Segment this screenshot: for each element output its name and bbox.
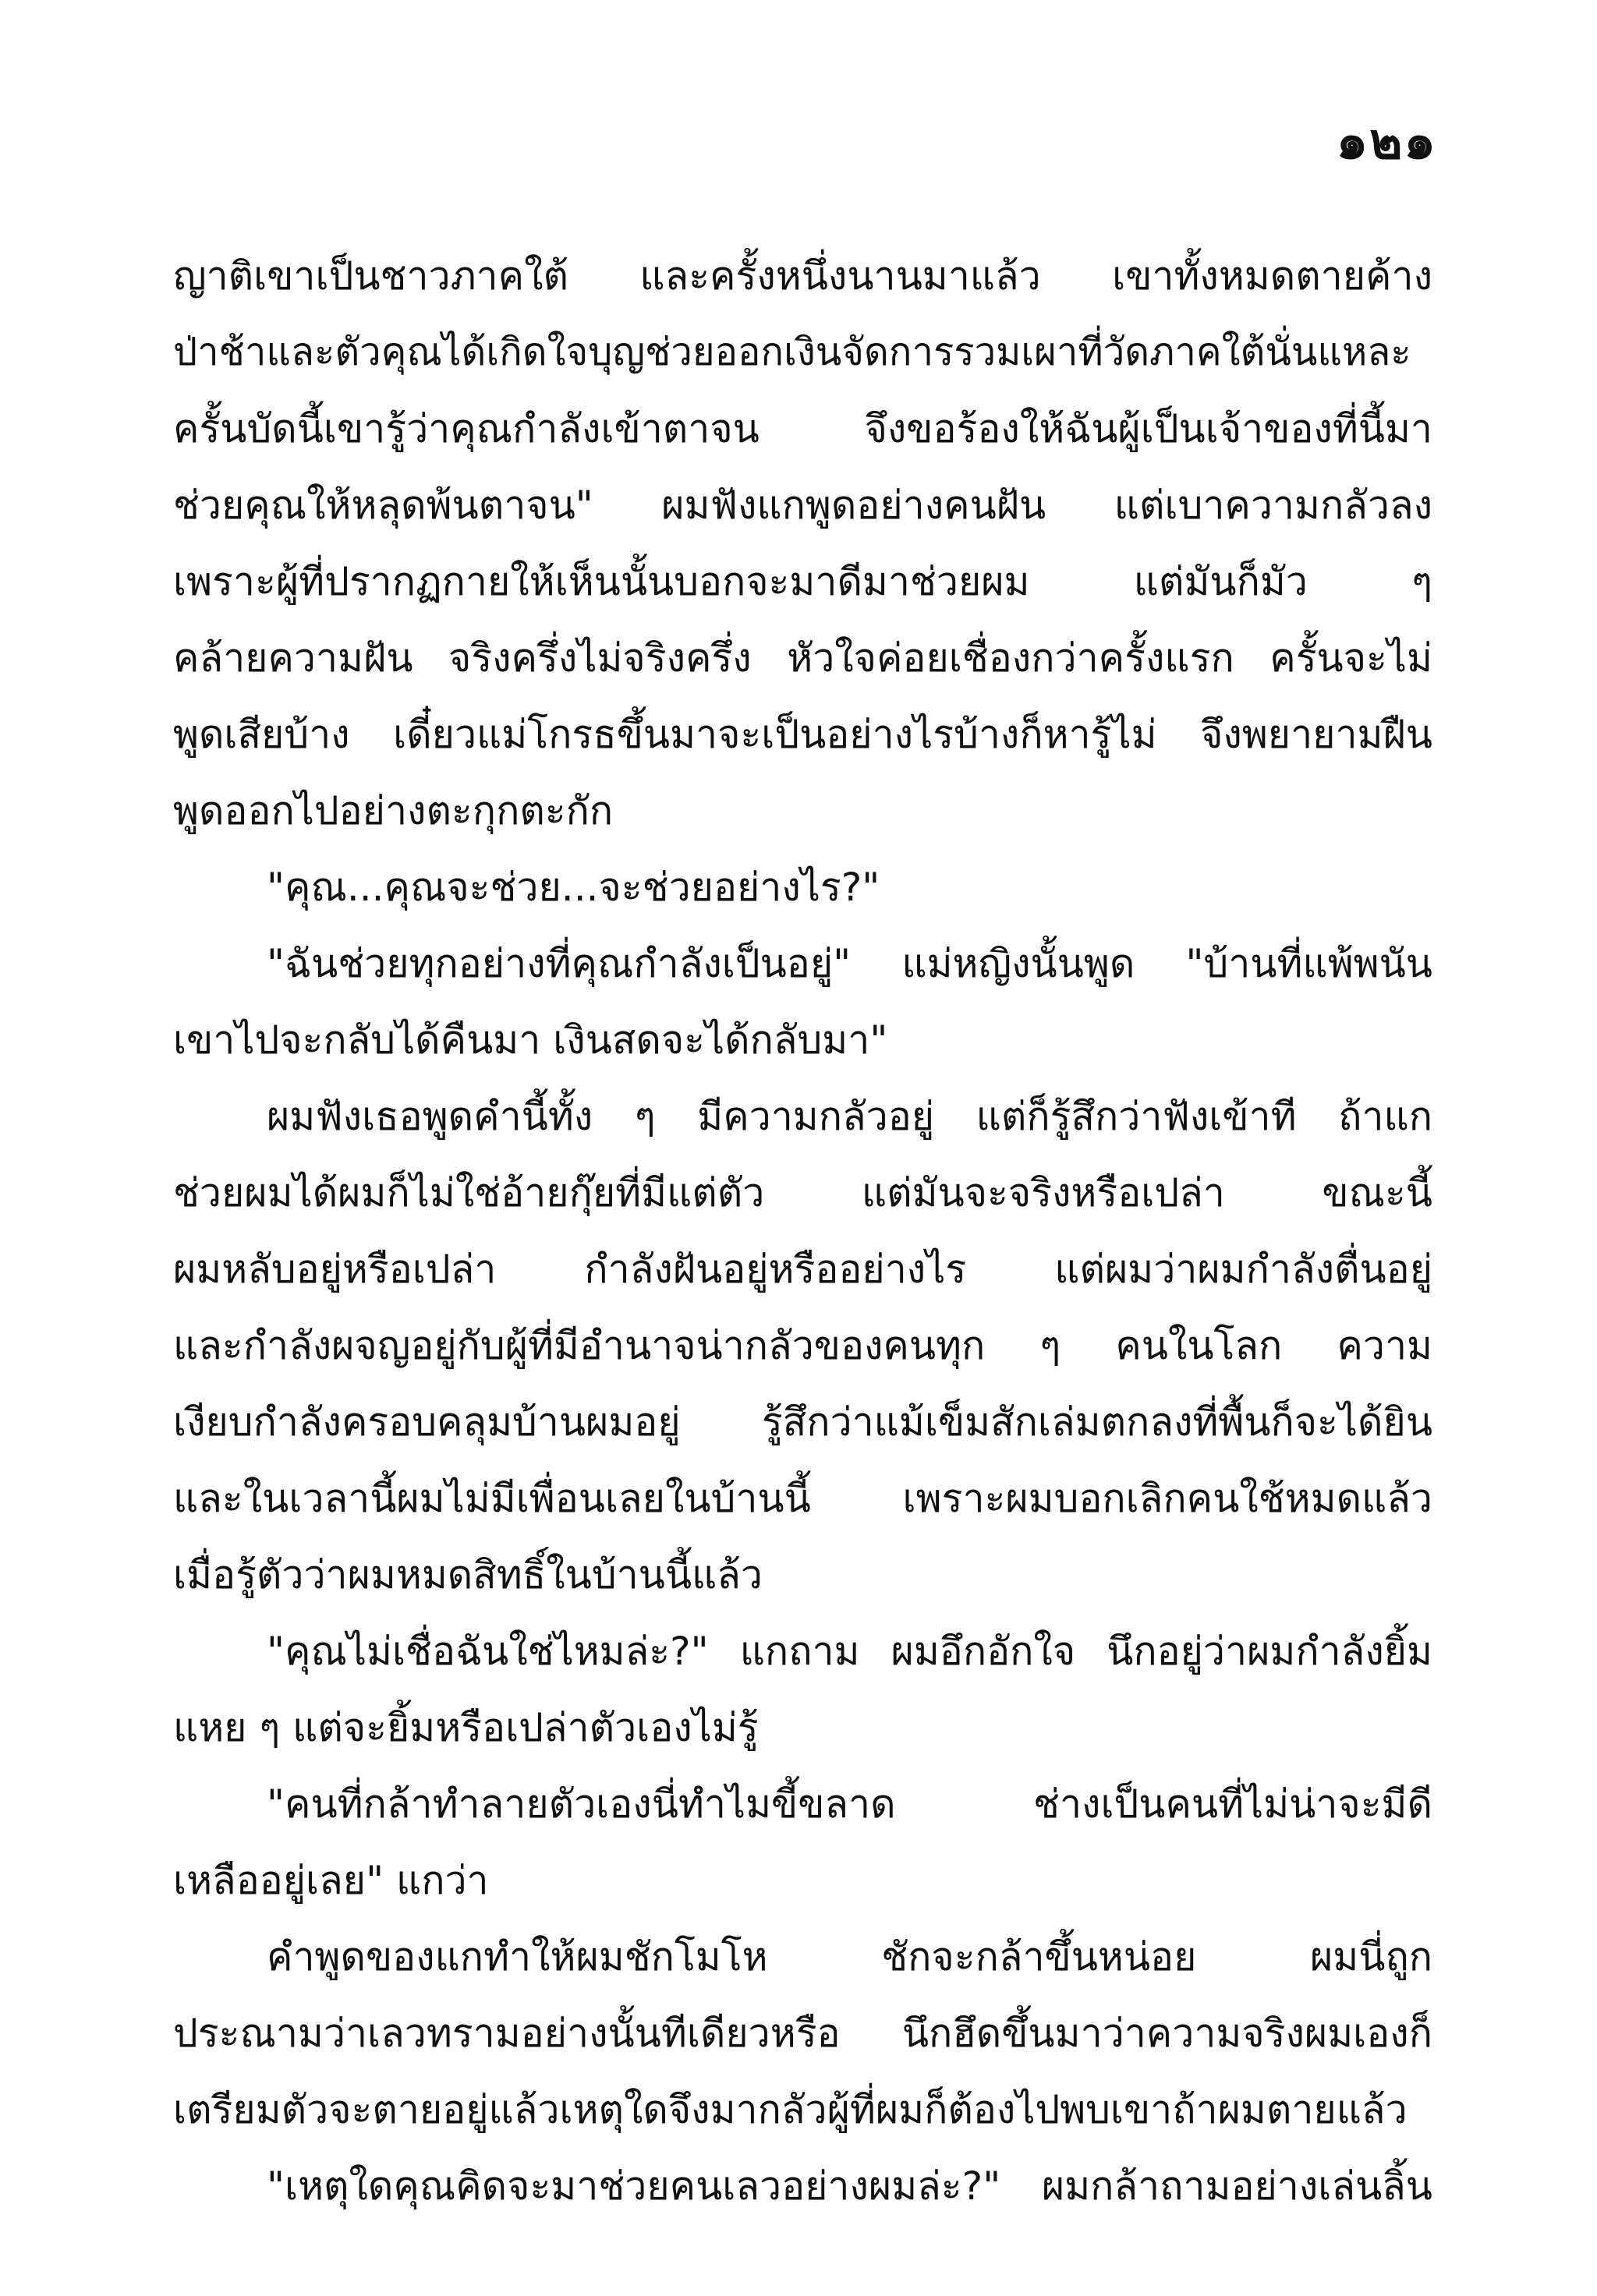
text-line: ญาติเขาเป็นชาวภาคใต้ และครั้งหนึ่งนานมาแล้ว เขาทั้งหมดตายค้าง <box>173 253 1432 299</box>
text-line: ช่วยคุณให้หลุดพ้นตาจน" ผมฟังแกพูดอย่างคนฝัน แต่เบาความกลัวลง <box>173 483 1432 528</box>
text-line: คำพูดของแกทำให้ผมชักโมโห ชักจะกล้าขึ้นหน่อย ผมนี่ถูก <box>267 1934 1432 1979</box>
body-text <box>173 238 1432 2224</box>
text-line: ผมหลับอยู่หรือเปล่า กำลังฝันอยู่หรืออย่างไร แต่ผมว่าผมกำลังตื่นอยู่ <box>173 1247 1432 1292</box>
text-line: "คุณ...คุณจะช่วย...จะช่วยอย่างไร?" <box>267 865 880 910</box>
text-line: เหลืออยู่เลย" แกว่า <box>173 1858 489 1903</box>
text-line: พูดเสียบ้าง เดี๋ยวแม่โกรธขึ้นมาจะเป็นอย่างไรบ้างก็หารู้ไม่ จึงพยายามฝืน <box>173 712 1432 757</box>
text-line: และในเวลานี้ผมไม่มีเพื่อนเลยในบ้านนี้ เพราะผมบอกเลิกคนใช้หมดแล้ว <box>173 1476 1432 1521</box>
text-line: เงียบกำลังครอบคลุมบ้านผมอยู่ รู้สึกว่าแม้เข็มสักเล่มตกลงที่พื้นก็จะได้ยิน <box>173 1399 1432 1445</box>
text-line: ป่าช้าและตัวคุณได้เกิดใจบุญช่วยออกเงินจัดการรวมเผาที่วัดภาคใต้นั่นแหละ <box>173 330 1411 374</box>
text-line: พูดออกไปอย่างตะกุกตะกัก <box>173 788 614 833</box>
text-line: ช่วยผมได้ผมก็ไม่ใช่อ้ายกุ๊ยที่มีแต่ตัว แต่มันจะจริงหรือเปล่า ขณะนี้ <box>173 1170 1432 1215</box>
text-line: ครั้นบัดนี้เขารู้ว่าคุณกำลังเข้าตาจน จึงขอร้องให้ฉันผู้เป็นเจ้าของที่นี้มา <box>173 406 1432 451</box>
text-line: คล้ายความฝัน จริงครึ่งไม่จริงครึ่ง หัวใจค่อยเชื่องกว่าครั้งแรก ครั้นจะไม่ <box>173 635 1432 681</box>
text-line: เมื่อรู้ตัวว่าผมหมดสิทธิ์ในบ้านนี้แล้ว <box>173 1552 763 1597</box>
text-line: ประณามว่าเลวทรามอย่างนั้นทีเดียวหรือ นึกฮึดขึ้นมาว่าความจริงผมเองก็ <box>173 2011 1432 2056</box>
text-line: เตรียมตัวจะตายอยู่แล้วเหตุใดจึงมากลัวผู้ที่ผมก็ต้องไปพบเขาถ้าผมตายแล้ว <box>173 2087 1408 2132</box>
text-line: ผมฟังเธอพูดคำนี้ทั้ง ๆ มีความกลัวอยู่ แต่ก็รู้สึกว่าฟังเข้าที ถ้าแก <box>267 1094 1432 1139</box>
text-line: "คนที่กล้าทำลายตัวเองนี่ทำไมขี้ขลาด ช่างเป็นคนที่ไม่น่าจะมีดี <box>267 1781 1432 1827</box>
text-line: "คุณไม่เชื่อฉันใช่ไหมล่ะ?" แกถาม ผมอึกอักใจ นึกอยู่ว่าผมกำลังยิ้ม <box>267 1629 1432 1674</box>
page-number: ๑๒๑ <box>1336 113 1437 171</box>
text-line: แหย ๆ แต่จะยิ้มหรือเปล่าตัวเองไม่รู้ <box>173 1705 759 1750</box>
text-line: "ฉันช่วยทุกอย่างที่คุณกำลังเป็นอยู่" แม่หญิงนั้นพูด "บ้านที่แพ้พนัน <box>267 941 1432 986</box>
text-line: และกำลังผจญอยู่กับผู้ที่มีอำนาจน่ากลัวของคนทุก ๆ คนในโลก ความ <box>173 1323 1432 1368</box>
text-line: เขาไปจะกลับได้คืนมา เงินสดจะได้กลับมา" <box>173 1017 888 1063</box>
text-line: เพราะผู้ที่ปรากฏกายให้เห็นนั้นบอกจะมาดีมาช่วยผม แต่มันก็มัว ๆ <box>173 559 1432 604</box>
text-line: "เหตุใดคุณคิดจะมาช่วยคนเลวอย่างผมล่ะ?" ผมกล้าถามอย่างเล่นลิ้น <box>267 2163 1432 2209</box>
